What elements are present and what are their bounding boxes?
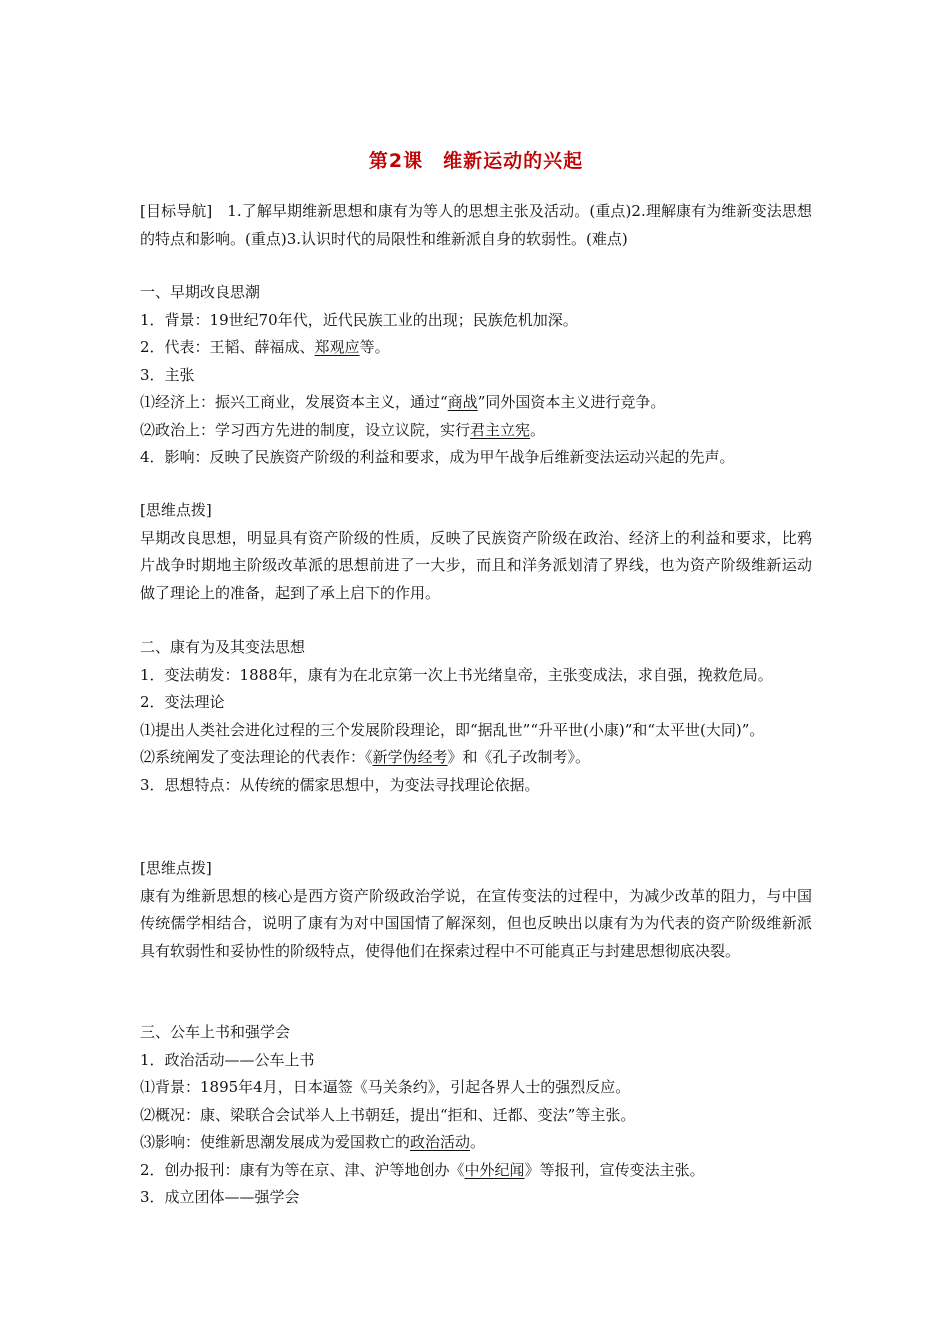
thinking-tip-1: [140, 497, 812, 607]
goal-section: [140, 198, 812, 253]
list-item: 1．变法萌发：1888年，康有为在北京第一次上书光绪皇帝，主张变成法，求自强，挽救危局。: [140, 665, 773, 684]
section-heading: 二、康有为及其变法思想: [140, 638, 306, 656]
section-heading: 三、公车上书和强学会: [140, 1023, 291, 1041]
tip-label: [思维点拨]: [140, 501, 212, 519]
section-gongche: [140, 1019, 812, 1212]
list-item: [140, 1129, 812, 1157]
underlined-term: 新学伪经考: [372, 748, 448, 766]
text-run: 。: [470, 1133, 486, 1151]
list-item: 3．主张: [140, 365, 195, 384]
list-item: [140, 744, 812, 772]
list-item: 1．政治活动——公车上书: [140, 1050, 315, 1069]
text-run: ⑵系统阐发了变法理论的代表作：《: [140, 748, 373, 766]
tip-text: 早期改良思想，明显具有资产阶级的性质，反映了民族资产阶级在政治、经济上的利益和要求，比鸦片战争时期地主阶级改革派的思想前进了一大步，而且和洋务派划清了界线，也为资产阶级维新运动做了理论上的准备，起到了承上启下的作用。: [140, 528, 812, 602]
page-title: 第2课 维新运动的兴起: [368, 150, 584, 172]
goal-text: 1.了解早期维新思想和康有为等人的思想主张及活动。(重点)2.理解康有为维新变法思想的特点和影响。(重点)3.认识时代的局限性和维新派自身的软弱性。(难点): [140, 202, 812, 248]
text-run: 2．创办报刊：康有为等在京、津、沪等地创办《: [140, 1160, 465, 1179]
text-run: 。: [530, 420, 546, 439]
text-run: ”同外国资本主义进行竞争。: [477, 393, 666, 411]
text-run: 等。: [359, 338, 390, 356]
text-run: 2．代表：王韬、薛福成、: [140, 338, 315, 356]
section-heading: 一、早期改良思潮: [140, 283, 261, 301]
list-item: 2．变法理论: [140, 693, 225, 711]
underlined-term: 郑观应: [314, 338, 360, 356]
list-item: [140, 389, 812, 417]
list-item: 4．影响：反映了民族资产阶级的利益和要求，成为甲午战争后维新变法运动兴起的先声。: [140, 448, 735, 466]
list-item: 3．思想特点：从传统的儒家思想中，为变法寻找理论依据。: [140, 775, 540, 794]
list-item: ⑵概况：康、梁联合会试举人上书朝廷，提出“拒和、迁都、变法”等主张。: [140, 1105, 636, 1124]
underlined-term: 君主立宪: [470, 420, 531, 439]
underlined-term: 政治活动: [410, 1133, 471, 1151]
text-run: ⑵政治上：学习西方先进的制度，设立议院，实行: [140, 420, 471, 439]
list-item: [140, 1157, 812, 1185]
list-item: ⑴提出人类社会进化过程的三个发展阶段理论，即“据乱世”“升平世(小康)”和“太平世(大同)”。: [140, 720, 765, 739]
list-item: 3．成立团体——强学会: [140, 1188, 300, 1206]
tip-text: 康有为维新思想的核心是西方资产阶级政治学说，在宣传变法的过程中，为减少改革的阻力，与中国传统儒学相结合，说明了康有为对中国国情了解深刻，但也反映出以康有为为代表的资产阶级维新派具有软弱性和妥协性的阶级特点，使得他们在探索过程中不可能真正与封建思想彻底决裂。: [140, 886, 812, 960]
goal-label: [目标导航]: [140, 202, 213, 220]
list-item: [140, 334, 812, 362]
text-run: 》等报刊，宣传变法主张。: [524, 1160, 705, 1179]
text-run: ⑶影响：使维新思潮发展成为爱国救亡的: [140, 1133, 411, 1151]
section-kang-youwei: [140, 634, 812, 799]
text-run: ⑴经济上：振兴工商业，发展资本主义，通过“: [140, 393, 448, 411]
text-run: 》和《孔子改制考》。: [447, 748, 591, 766]
list-item: ⑴背景：1895年4月，日本逼签《马关条约》，引起各界人士的强烈反应。: [140, 1078, 631, 1096]
underlined-term: 中外纪闻: [464, 1160, 525, 1179]
list-item: [140, 417, 812, 445]
thinking-tip-2: [140, 855, 812, 965]
goal-paragraph: [140, 202, 812, 248]
list-item: 1．背景：19世纪70年代，近代民族工业的出现；民族危机加深。: [140, 310, 578, 329]
section-early-reform: [140, 279, 812, 472]
underlined-term: 商战: [447, 393, 478, 411]
tip-label: [思维点拨]: [140, 859, 212, 877]
